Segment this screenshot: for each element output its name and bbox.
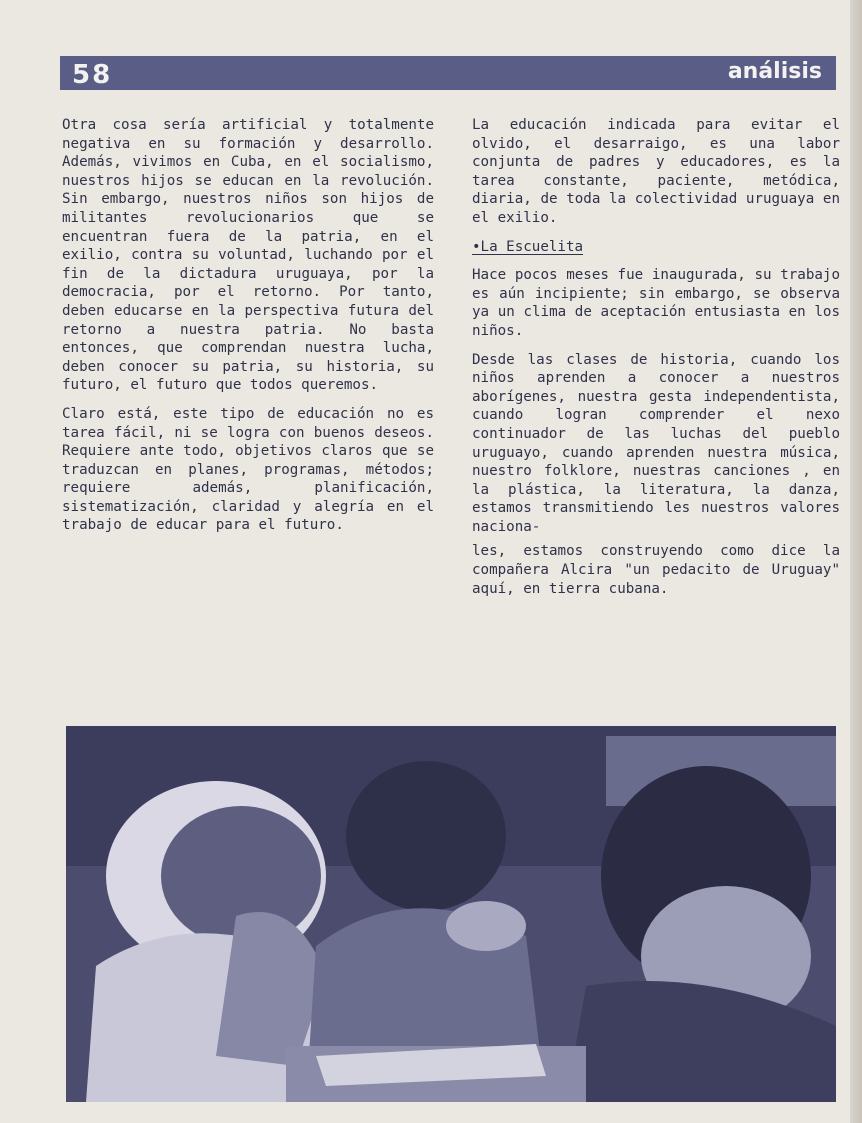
paragraph: Desde las clases de historia, cuando los niños aprenden a conocer a nuestros aborígenes, nuestra gesta independentista, cuando logran comprender el nexo continuador de las luchas del pueblo uruguayo, cuando aprenden nuestra música, nuestro folklore, nuestras canciones , en la plástica, la literatura, la danza, estamos transmitiendo les nuestros valores naciona- xyxy=(472,351,840,535)
article-left-column xyxy=(62,116,434,545)
article-right-column xyxy=(472,116,840,608)
header-bar xyxy=(60,56,836,90)
paragraph: Otra cosa sería artificial y totalmente negativa en su formación y desarrollo. Además, vivimos en Cuba, en el socialismo, nuestros hijos se educan en la revolución. Sin embargo, nuestros niños son hijos de militantes revolucionarios que se encuentran fuera de la patria, en el exilio, contra su voluntad, luchando por el fin de la dictadura uruguaya, por la democracia, por el retorno. Por tanto, deben educarse en la perspectiva futura del retorno a nuestra patria. No basta entonces, que comprendan nuestra lucha, deben conocer su patria, su historia, su futuro, el futuro que todos queremos. xyxy=(62,117,434,394)
paragraph: Hace pocos meses fue inaugurada, su trabajo es aún incipiente; sin embargo, se observa ya un clima de aceptación entusiasta en los niños. xyxy=(472,267,840,339)
classroom-photo-image xyxy=(66,726,836,1102)
paragraph: Claro está, este tipo de educación no es tarea fácil, ni se logra con buenos deseos. Requiere ante todo, objetivos claros que se traduzcan en planes, programas, métodos; requiere además, planificación, sistematización, claridad y alegría en el trabajo de educar para el futuro. xyxy=(62,405,434,534)
paragraph: les, estamos construyendo como dice la compañera Alcira "un pedacito de Uruguay" aquí, en tierra cubana. xyxy=(472,543,840,597)
paragraph: La educación indicada para evitar el olvido, el desarraigo, es una labor conjunta de padres y educadores, es la tarea constante, paciente, metódica, diaria, de toda la colectividad uruguaya en el exilio. xyxy=(472,117,840,226)
subheading-la-escuelita: •La Escuelita xyxy=(472,238,584,255)
section-label: análisis xyxy=(727,59,822,84)
classroom-photo xyxy=(66,726,836,1102)
page-edge-shadow xyxy=(850,0,862,1123)
page-number: 58 xyxy=(72,60,113,90)
